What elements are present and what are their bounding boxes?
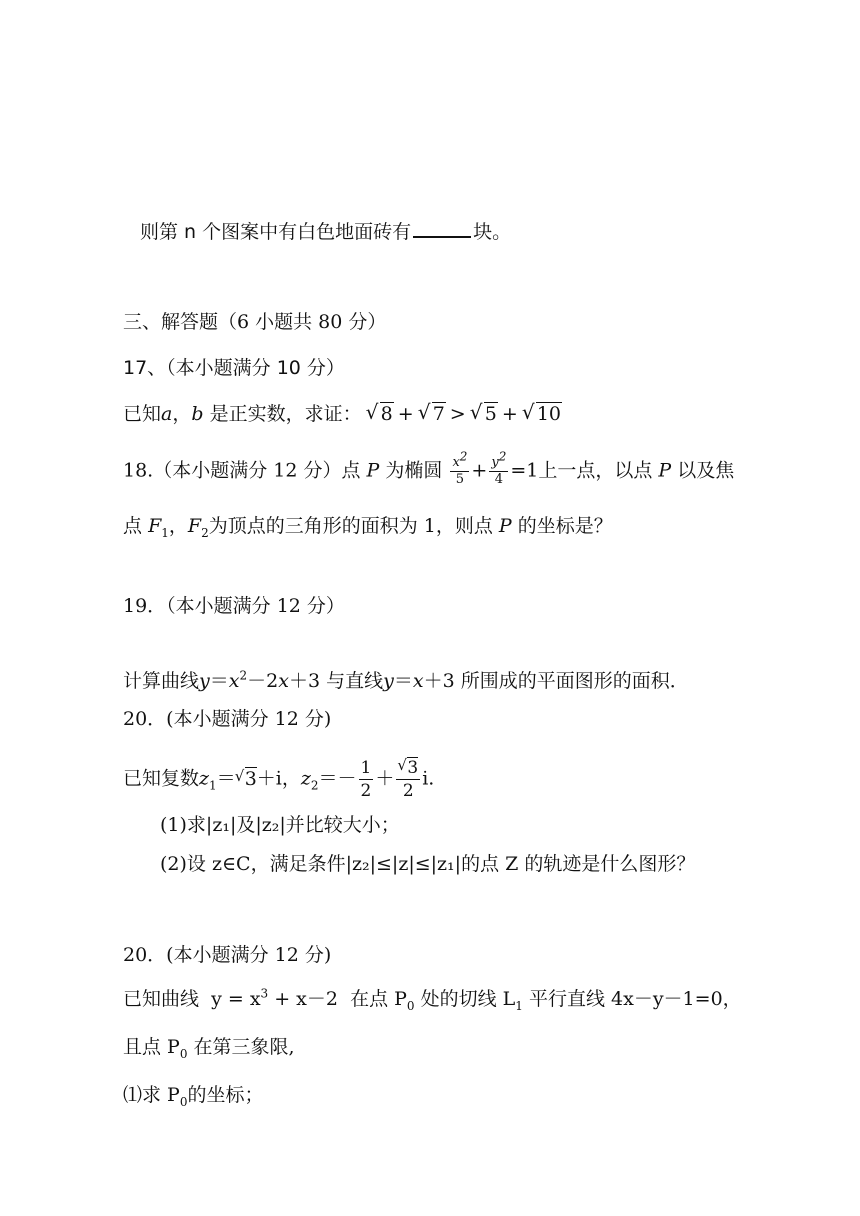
fraction: √ $\frac{3}{2}$ — [396, 757, 420, 802]
question-text: 所围成的平面图形的面积． — [460, 670, 689, 692]
question-text: 块。 — [473, 221, 512, 243]
question-text: 处的切线 — [420, 988, 497, 1010]
question-text: 已知复数 — [123, 767, 200, 790]
question-text: 且点 — [123, 1036, 162, 1058]
question-text: 为椭圆 — [385, 459, 443, 482]
question-20a-part-2: (2)设 z∈C，满足条件|z₂|≤|z|≤|z₁|的点 Z 的轨迹是什么图形？ — [160, 853, 696, 875]
question-text: 在第三象限, — [193, 1036, 295, 1058]
question-text: 为顶点的三角形的面积为 1，则点 — [208, 515, 493, 537]
sqrt-expression: √ 10 — [524, 401, 562, 427]
question-text: 是正实数，求证： — [209, 403, 362, 425]
question-text: 在点 — [350, 988, 389, 1010]
question-20b-heading: 20．(本小题满分 12 分) — [123, 944, 332, 966]
question-17-body: 已知a，b 是正实数，求证： √ 8 + √ 7 > √ 5 + √ 10 — [123, 401, 566, 427]
question-text: 计算曲线 — [123, 670, 200, 692]
answer-blank — [413, 216, 471, 238]
question-19-body: 计算曲线$y=x^2-2x+3$ 与直线y＝x＋3 所围成的平面图形的面积． — [123, 668, 689, 692]
question-20a-body: 已知复数$z_1=√$ 3＋i，$z_2=-$ $\frac{1}{2}$ ＋ √ $\frac{3}{2}$ i. — [123, 757, 434, 802]
sqrt-expression: √ 5 — [472, 401, 498, 427]
question-19-heading: 19．（本小题满分 12 分） — [123, 595, 345, 617]
math-symbol: b — [191, 403, 204, 425]
fraction: $\frac{x^2}{5}$ — [452, 449, 468, 487]
question-text: 18.（本小题满分 12 分）点 — [123, 459, 361, 482]
fraction: $\frac{y^2}{4}$ — [491, 449, 507, 487]
question-text: 以及焦 — [677, 459, 735, 482]
question-text: 上一点，以点 — [538, 459, 653, 482]
question-20b-line-1: 已知曲线 $y = x^3 + x-2$ 在点 $P_0$ 处的切线 $L_1$ 平行直线 4x－y－1=0， — [123, 986, 742, 1013]
question-20a-part-1: (1)求|z₁|及|z₂|并比较大小； — [160, 814, 400, 836]
question-text: 的坐标； — [187, 1084, 264, 1106]
question-text: 已知 — [123, 403, 162, 425]
question-text: 已知曲线 — [123, 988, 200, 1010]
question-20b-line-2: 且点 $P_0$ 在第三象限, — [123, 1036, 295, 1061]
question-text: 平行直线 4x－y－1=0， — [528, 988, 742, 1010]
question-text: ⑴求 — [123, 1084, 162, 1106]
question-text: 则第 n 个图案中有白色地面砖有 — [140, 221, 412, 243]
question-20a-heading: 20．(本小题满分 12 分) — [123, 708, 332, 730]
question-text: 的坐标是？ — [517, 515, 613, 537]
fraction: $\frac{1}{2}$ — [360, 758, 372, 801]
question-text: 与直线 — [326, 670, 384, 692]
question-18-line-1: 18.（本小题满分 12 分）点 P 为椭圆 $\frac{x^2}{5}$ + $\frac{y^2}{4}$ =1上一点，以点 P 以及焦 — [123, 449, 735, 487]
section-heading: 三、解答题（6 小题共 80 分） — [123, 311, 387, 333]
math-symbol: a — [161, 403, 173, 425]
question-17-heading: 17、（本小题满分 10 分） — [123, 357, 345, 379]
question-18-line-2: 点 $F_1$，$F_2$为顶点的三角形的面积为 1，则点 P 的坐标是？ — [123, 515, 613, 540]
fill-blank-question — [140, 216, 511, 245]
sqrt-expression: √ 7 — [420, 401, 446, 427]
question-text: 点 — [123, 515, 143, 537]
sqrt-expression: √ 8 — [368, 401, 394, 427]
question-20b-part-1: ⑴求 $P_0$的坐标； — [123, 1084, 264, 1109]
